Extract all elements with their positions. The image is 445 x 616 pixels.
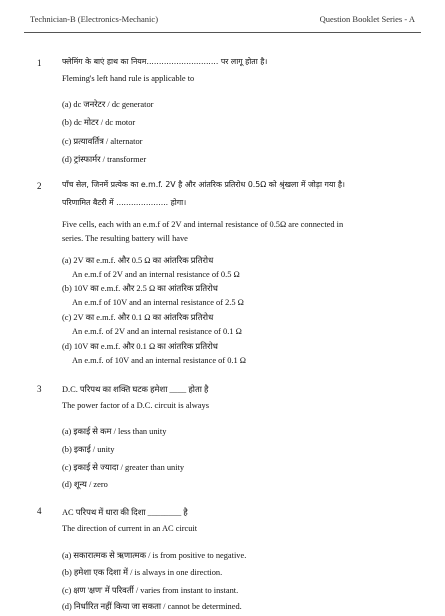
question-4-hindi: AC परिपथ में धारा की दिशा ________ है — [62, 508, 188, 517]
question-2-option-b-english: An e.m.f of 10V and an internal resistance of 2.5 Ω — [72, 298, 244, 307]
question-1-option-b: (b) dc मोटर / dc motor — [62, 118, 136, 127]
question-3-option-d: (d) शून्य / zero — [62, 480, 108, 489]
question-2-option-b: (b) 10V का e.m.f. और 2.5 Ω का आंतरिक प्रतिरोध — [62, 284, 218, 293]
question-4-option-d: (d) निर्धारित नहीं किया जा सकता / cannot be determined. — [62, 602, 242, 611]
question-1-english: Fleming's left hand rule is applicable to — [62, 74, 195, 83]
question-1-option-d: (d) ट्रांस्फार्मर / transformer — [62, 155, 147, 164]
question-1-option-a: (a) dc जनरेटर / dc generator — [62, 100, 154, 109]
question-2-option-a-english: An e.m.f of 2V and an internal resistance of 0.5 Ω — [72, 270, 240, 279]
question-4-option-a: (a) सकारात्मक से ऋणात्मक / is from positive to negative. — [62, 551, 247, 560]
question-3-option-c: (c) इकाई से ज्यादा / greater than unity — [62, 463, 185, 472]
question-3-english: The power factor of a D.C. circuit is always — [62, 401, 209, 410]
question-2-option-c-english: An e.m.f. of 2V and an internal resistance of 0.1 Ω — [72, 327, 242, 336]
header-series-label: Question Booklet Series - A — [319, 14, 415, 24]
header-divider — [24, 32, 421, 33]
question-4-english: The direction of current in an AC circuit — [62, 524, 198, 533]
question-1-hindi: फ्लेमिंग के बाएं हाथ का नियम............................. पर लागू होता है। — [62, 57, 268, 66]
question-2-english-line-2: series. The resulting battery will have — [62, 234, 188, 243]
question-2-option-d: (d) 10V का e.m.f. और 0.1 Ω का आंतरिक प्रतिरोध — [62, 342, 218, 351]
question-3-option-a: (a) इकाई से कम / less than unity — [62, 427, 167, 436]
question-2-option-c: (c) 2V का e.m.f. और 0.1 Ω का आंतरिक प्रतिरोध — [62, 313, 214, 322]
header-left-title: Technician-B (Electronics-Mechanic) — [30, 14, 159, 24]
question-number-1: 1 — [37, 58, 42, 68]
question-number-3: 3 — [37, 384, 42, 394]
question-number-2: 2 — [37, 181, 42, 191]
question-4-option-c: (c) क्षण 'क्षण' में परिवर्ती / varies from instant to instant. — [62, 586, 239, 595]
question-1-option-c: (c) प्रत्यावर्तित्र / alternator — [62, 137, 143, 146]
question-2-hindi-line-2: परिणामित बैटरी में ..................... होगा। — [62, 198, 187, 207]
question-2-english-line-1: Five cells, each with an e.m.f of 2V and internal resistance of 0.5Ω are connected in — [62, 220, 344, 229]
question-4-option-b: (b) हमेशा एक दिशा में / is always in one direction. — [62, 568, 223, 577]
question-3-hindi: D.C. परिपथ का शक्ति घटक हमेशा ____ होता है — [62, 385, 209, 394]
question-2-option-a: (a) 2V का e.m.f. और 0.5 Ω का आंतरिक प्रतिरोध — [62, 256, 214, 265]
question-number-4: 4 — [37, 506, 42, 516]
question-2-option-d-english: An e.m.f. of 10V and an internal resistance of 0.1 Ω — [72, 356, 246, 365]
question-3-option-b: (b) इकाई / unity — [62, 445, 115, 454]
question-2-hindi-line-1: पाँच सेल, जिनमें प्रत्येक का e.m.f. 2V है और आंतरिक प्रतिरोध 0.5Ω को श्रृंखला में जोड़ा गया है। — [62, 180, 345, 189]
